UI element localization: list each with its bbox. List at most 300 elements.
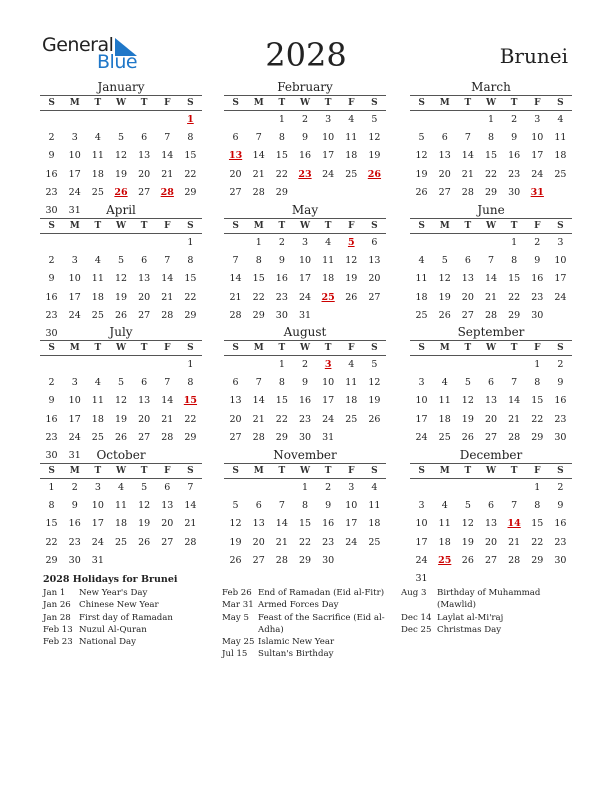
weekday-header xyxy=(410,463,572,479)
day-cell: 8 xyxy=(187,132,194,144)
empty-day-cell xyxy=(224,111,247,129)
holiday-row xyxy=(222,648,398,660)
empty-day-cell xyxy=(156,552,179,570)
week-row xyxy=(410,234,572,252)
weekday-label: S xyxy=(557,343,564,353)
weekday-header xyxy=(224,95,386,111)
day-cell: 21 xyxy=(161,168,174,180)
day-cell: 16 xyxy=(322,518,335,530)
week-row xyxy=(224,479,386,497)
holiday-row xyxy=(43,599,219,611)
day-cell: 13 xyxy=(138,395,151,407)
day-cell: 25 xyxy=(345,168,358,180)
weekday-label: F xyxy=(348,221,355,231)
day-cell: 8 xyxy=(511,255,518,267)
day-cell: 22 xyxy=(275,168,288,180)
week-row xyxy=(40,252,202,270)
day-cell: 19 xyxy=(345,273,358,285)
day-cell: 26 xyxy=(438,309,451,321)
week-row xyxy=(224,429,386,447)
week-row xyxy=(410,356,572,374)
day-cell: 15 xyxy=(252,273,265,285)
weekday-label: T xyxy=(278,466,286,476)
week-row xyxy=(40,392,202,410)
day-cell: 16 xyxy=(275,273,288,285)
month-title: February xyxy=(277,80,333,94)
day-cell: 3 xyxy=(94,482,101,493)
day-cell: 16 xyxy=(554,518,567,530)
day-cell: 10 xyxy=(298,255,312,267)
weekday-label: F xyxy=(534,98,541,108)
holiday-day-cell: 15 xyxy=(183,395,198,407)
weekday-label: T xyxy=(140,343,148,353)
day-cell: 21 xyxy=(508,536,521,548)
day-cell: 4 xyxy=(348,114,355,125)
weekday-label: F xyxy=(164,466,171,476)
day-cell: 2 xyxy=(325,482,332,493)
day-cell: 6 xyxy=(487,377,495,389)
day-cell: 28 xyxy=(508,554,521,566)
empty-day-cell xyxy=(247,479,270,497)
day-cell: 26 xyxy=(345,291,358,303)
empty-day-cell xyxy=(109,552,132,570)
day-cell: 28 xyxy=(275,554,288,566)
weekday-header xyxy=(40,463,202,479)
day-cell: 5 xyxy=(441,255,448,267)
day-cell: 20 xyxy=(138,168,151,180)
day-cell: 23 xyxy=(554,536,567,548)
day-cell: 1 xyxy=(278,114,285,125)
day-cell: 25 xyxy=(91,431,104,443)
day-cell: 1 xyxy=(534,359,541,370)
month-may xyxy=(224,203,386,325)
weekday-header xyxy=(224,463,386,479)
day-cell: 8 xyxy=(278,377,285,389)
day-cell: 16 xyxy=(298,150,312,162)
day-cell: 24 xyxy=(91,536,104,548)
month-title: January xyxy=(97,80,145,94)
week-row xyxy=(40,356,202,374)
empty-day-cell xyxy=(433,234,456,252)
day-cell: 20 xyxy=(484,413,498,425)
day-cell: 2 xyxy=(71,482,78,493)
day-cell: 29 xyxy=(184,309,197,321)
day-cell: 13 xyxy=(438,150,451,162)
empty-day-cell xyxy=(433,356,456,374)
day-cell: 3 xyxy=(534,114,541,125)
day-cell: 28 xyxy=(461,186,474,198)
weekday-label: T xyxy=(324,343,332,353)
day-cell: 28 xyxy=(484,309,498,321)
day-cell: 19 xyxy=(438,291,451,303)
month-june xyxy=(410,203,572,325)
day-cell: 13 xyxy=(161,500,174,512)
weekday-label: F xyxy=(164,343,171,353)
month-july xyxy=(40,325,202,465)
day-cell: 25 xyxy=(114,536,128,548)
day-cell: 12 xyxy=(461,395,474,407)
day-cell: 20 xyxy=(138,291,151,303)
holiday-name: First day of Ramadan xyxy=(79,612,173,623)
day-cell: 19 xyxy=(114,168,128,180)
day-cell: 2 xyxy=(511,114,518,125)
day-cell: 3 xyxy=(301,237,309,248)
week-row xyxy=(224,129,386,147)
day-cell: 13 xyxy=(484,518,498,530)
day-cell: 19 xyxy=(114,413,128,425)
week-row xyxy=(410,534,572,552)
day-cell: 29 xyxy=(275,186,288,198)
day-cell: 10 xyxy=(68,150,81,162)
day-cell: 17 xyxy=(554,273,567,285)
week-row xyxy=(224,111,386,129)
day-cell: 9 xyxy=(534,255,541,267)
day-cell: 19 xyxy=(461,413,474,425)
day-cell: 19 xyxy=(368,395,381,407)
holiday-name: Feast of the Sacrifice (Eid al-Adha) xyxy=(258,612,385,635)
empty-day-cell xyxy=(363,552,386,570)
day-cell: 7 xyxy=(164,255,171,267)
day-cell: 22 xyxy=(531,413,544,425)
empty-day-cell xyxy=(410,234,433,252)
day-cell: 26 xyxy=(114,309,128,321)
day-cell: 26 xyxy=(461,431,474,443)
day-cell: 9 xyxy=(278,255,285,267)
day-cell: 6 xyxy=(141,255,148,267)
day-cell: 15 xyxy=(484,150,498,162)
day-cell: 26 xyxy=(461,554,474,566)
day-cell: 11 xyxy=(345,377,358,389)
day-cell: 2 xyxy=(534,237,541,248)
weekday-label: M xyxy=(439,466,450,476)
holiday-day-cell: 26 xyxy=(367,168,382,180)
empty-day-cell xyxy=(317,184,340,202)
day-cell: 4 xyxy=(348,359,355,370)
day-cell: 15 xyxy=(298,518,312,530)
week-row xyxy=(40,270,202,288)
day-cell: 23 xyxy=(68,536,81,548)
day-cell: 26 xyxy=(415,186,428,198)
weekday-header xyxy=(410,218,572,234)
empty-day-cell xyxy=(224,356,247,374)
week-row xyxy=(410,307,572,325)
holiday-name: New Year's Day xyxy=(79,588,148,598)
weekday-label: S xyxy=(371,221,378,231)
month-title: July xyxy=(109,325,133,339)
day-cell: 13 xyxy=(229,395,242,407)
empty-day-cell xyxy=(340,429,363,447)
day-cell: 1 xyxy=(255,237,262,248)
week-row xyxy=(40,234,202,252)
week-row xyxy=(410,411,572,429)
day-cell: 15 xyxy=(184,273,197,285)
weekday-label: W xyxy=(299,221,311,231)
month-october xyxy=(40,448,202,570)
empty-day-cell xyxy=(479,234,502,252)
day-cell: 21 xyxy=(484,291,498,303)
day-cell: 1 xyxy=(487,114,495,125)
weekday-label: W xyxy=(299,98,311,108)
day-cell: 16 xyxy=(45,291,58,303)
day-cell: 9 xyxy=(301,132,309,144)
holiday-row xyxy=(401,624,577,636)
day-cell: 4 xyxy=(94,132,101,144)
week-row xyxy=(40,166,202,184)
empty-day-cell xyxy=(109,356,132,374)
day-cell: 22 xyxy=(531,536,544,548)
day-cell: 30 xyxy=(275,309,288,321)
empty-day-cell xyxy=(549,307,572,325)
day-cell: 23 xyxy=(45,309,58,321)
day-cell: 13 xyxy=(252,518,265,530)
week-row xyxy=(40,111,202,129)
day-cell: 26 xyxy=(368,413,381,425)
day-cell: 14 xyxy=(161,150,174,162)
weekday-header xyxy=(40,218,202,234)
week-row xyxy=(410,515,572,533)
weekday-header xyxy=(410,95,572,111)
weekday-label: M xyxy=(439,98,450,108)
day-cell: 17 xyxy=(415,536,428,548)
day-cell: 6 xyxy=(487,500,495,512)
day-cell: 6 xyxy=(141,132,148,144)
empty-day-cell xyxy=(86,234,109,252)
month-title: September xyxy=(457,325,525,339)
weekday-label: F xyxy=(534,466,541,476)
day-cell: 23 xyxy=(45,186,58,198)
weekday-label: S xyxy=(371,343,378,353)
holiday-date: Feb 13 xyxy=(43,624,73,635)
day-cell: 7 xyxy=(511,500,518,512)
day-cell: 8 xyxy=(278,132,285,144)
day-cell: 18 xyxy=(91,168,104,180)
day-cell: 7 xyxy=(255,132,262,144)
week-row xyxy=(410,147,572,165)
day-cell: 14 xyxy=(252,395,265,407)
weekday-label: F xyxy=(534,343,541,353)
day-cell: 10 xyxy=(345,500,358,512)
day-cell: 7 xyxy=(164,377,171,389)
day-cell: 13 xyxy=(461,273,474,285)
day-cell: 16 xyxy=(298,395,312,407)
weekday-label: S xyxy=(418,466,425,476)
day-cell: 31 xyxy=(322,431,335,443)
day-cell: 20 xyxy=(252,536,265,548)
holiday-date: Jan 26 xyxy=(43,600,71,611)
month-november xyxy=(224,448,386,570)
empty-day-cell xyxy=(363,184,386,202)
day-cell: 10 xyxy=(554,255,567,267)
holiday-row xyxy=(43,612,219,624)
holiday-name: Nuzul Al-Quran xyxy=(79,624,147,635)
empty-day-cell xyxy=(40,234,63,252)
weekday-label: S xyxy=(371,466,378,476)
day-cell: 1 xyxy=(278,359,285,370)
day-cell: 23 xyxy=(322,536,335,548)
week-row xyxy=(224,534,386,552)
weekday-label: S xyxy=(557,221,564,231)
day-cell: 28 xyxy=(184,536,197,548)
day-cell: 17 xyxy=(415,413,428,425)
day-cell: 26 xyxy=(138,536,151,548)
weekday-header xyxy=(40,95,202,111)
day-cell: 12 xyxy=(345,255,358,267)
day-cell: 28 xyxy=(252,431,265,443)
day-cell: 23 xyxy=(531,291,544,303)
week-row xyxy=(410,552,572,570)
day-cell: 10 xyxy=(322,132,335,144)
day-cell: 13 xyxy=(138,273,151,285)
empty-day-cell xyxy=(340,184,363,202)
day-cell: 15 xyxy=(275,150,288,162)
day-cell: 27 xyxy=(438,186,451,198)
day-cell: 29 xyxy=(184,186,197,198)
holiday-date: Feb 26 xyxy=(222,588,252,598)
day-cell: 23 xyxy=(508,168,521,180)
holiday-day-cell: 31 xyxy=(530,186,544,198)
weekday-label: T xyxy=(464,466,472,476)
empty-day-cell xyxy=(63,111,86,129)
empty-day-cell xyxy=(247,356,270,374)
day-cell: 6 xyxy=(141,377,148,389)
day-cell: 3 xyxy=(418,500,425,512)
empty-day-cell xyxy=(156,356,179,374)
day-cell: 24 xyxy=(322,413,335,425)
week-row xyxy=(224,411,386,429)
empty-day-cell xyxy=(433,479,456,497)
empty-day-cell xyxy=(133,356,156,374)
day-cell: 24 xyxy=(531,168,544,180)
day-cell: 5 xyxy=(371,359,378,370)
weekday-label: T xyxy=(464,221,472,231)
day-cell: 20 xyxy=(229,168,242,180)
day-cell: 11 xyxy=(91,150,104,162)
weekday-label: M xyxy=(439,221,450,231)
day-cell: 6 xyxy=(232,377,239,389)
day-cell: 10 xyxy=(531,132,544,144)
holiday-date: Jan 1 xyxy=(43,588,66,598)
day-cell: 1 xyxy=(511,237,518,248)
day-cell: 3 xyxy=(418,377,425,389)
day-cell: 31 xyxy=(91,554,104,566)
day-cell: 21 xyxy=(461,168,474,180)
day-cell: 29 xyxy=(45,554,58,566)
holiday-date: Aug 3 xyxy=(401,588,427,598)
week-row xyxy=(40,479,202,497)
day-cell: 4 xyxy=(418,255,425,267)
day-cell: 5 xyxy=(464,500,471,512)
empty-day-cell xyxy=(503,479,526,497)
day-cell: 28 xyxy=(508,431,521,443)
day-cell: 19 xyxy=(461,536,474,548)
empty-day-cell xyxy=(549,184,572,202)
holiday-day-cell: 13 xyxy=(228,150,243,162)
day-cell: 14 xyxy=(161,273,174,285)
day-cell: 31 xyxy=(68,204,81,216)
holiday-name: Islamic New Year xyxy=(258,637,335,648)
weekday-label: T xyxy=(94,98,102,108)
day-cell: 30 xyxy=(68,554,81,566)
week-row xyxy=(224,497,386,515)
week-row xyxy=(224,166,386,184)
holiday-day-cell: 25 xyxy=(438,554,452,566)
holiday-column xyxy=(43,587,219,648)
day-cell: 14 xyxy=(229,273,242,285)
day-cell: 24 xyxy=(554,291,567,303)
day-cell: 18 xyxy=(345,395,358,407)
day-cell: 25 xyxy=(345,413,358,425)
holiday-column xyxy=(401,587,577,636)
day-cell: 22 xyxy=(484,168,498,180)
holiday-day-cell: 14 xyxy=(507,518,521,530)
day-cell: 12 xyxy=(368,377,381,389)
day-cell: 17 xyxy=(68,291,81,303)
day-cell: 29 xyxy=(531,431,544,443)
empty-day-cell xyxy=(456,570,479,588)
empty-day-cell xyxy=(456,111,479,129)
month-title: November xyxy=(273,448,337,462)
empty-day-cell xyxy=(179,552,202,570)
empty-day-cell xyxy=(503,570,526,588)
day-cell: 12 xyxy=(368,132,381,144)
empty-day-cell xyxy=(456,479,479,497)
day-cell: 9 xyxy=(325,500,332,512)
empty-day-cell xyxy=(224,479,247,497)
day-cell: 1 xyxy=(187,237,194,248)
day-cell: 11 xyxy=(345,132,358,144)
month-september xyxy=(410,325,572,447)
day-cell: 8 xyxy=(187,377,194,389)
day-cell: 11 xyxy=(91,395,104,407)
day-cell: 25 xyxy=(91,186,104,198)
holiday-row xyxy=(401,587,577,612)
holiday-row xyxy=(222,612,398,637)
day-cell: 31 xyxy=(68,449,81,461)
week-row xyxy=(224,307,386,325)
day-cell: 20 xyxy=(161,518,174,530)
holiday-day-cell: 26 xyxy=(114,186,128,198)
day-cell: 18 xyxy=(345,150,358,162)
holiday-row xyxy=(222,587,398,599)
holiday-date: Jul 15 xyxy=(222,649,248,660)
day-cell: 19 xyxy=(368,150,381,162)
empty-day-cell xyxy=(109,111,132,129)
holiday-row xyxy=(43,587,219,599)
day-cell: 17 xyxy=(68,413,81,425)
empty-day-cell xyxy=(109,234,132,252)
weekday-label: W xyxy=(485,98,497,108)
day-cell: 29 xyxy=(508,309,521,321)
day-cell: 10 xyxy=(68,273,81,285)
day-cell: 27 xyxy=(138,186,151,198)
day-cell: 16 xyxy=(531,273,544,285)
day-cell: 23 xyxy=(45,431,58,443)
holiday-name: Armed Forces Day xyxy=(258,600,339,611)
holiday-day-cell: 5 xyxy=(347,237,355,248)
day-cell: 2 xyxy=(557,482,564,493)
day-cell: 2 xyxy=(301,114,309,125)
day-cell: 13 xyxy=(138,150,151,162)
day-cell: 11 xyxy=(114,500,128,512)
day-cell: 4 xyxy=(117,482,125,493)
day-cell: 20 xyxy=(438,168,451,180)
weekday-label: T xyxy=(278,343,286,353)
calendar-year: 2028 xyxy=(265,36,347,74)
weekday-label: S xyxy=(187,343,194,353)
day-cell: 6 xyxy=(371,237,378,248)
weekday-label: M xyxy=(69,466,80,476)
day-cell: 27 xyxy=(368,291,381,303)
